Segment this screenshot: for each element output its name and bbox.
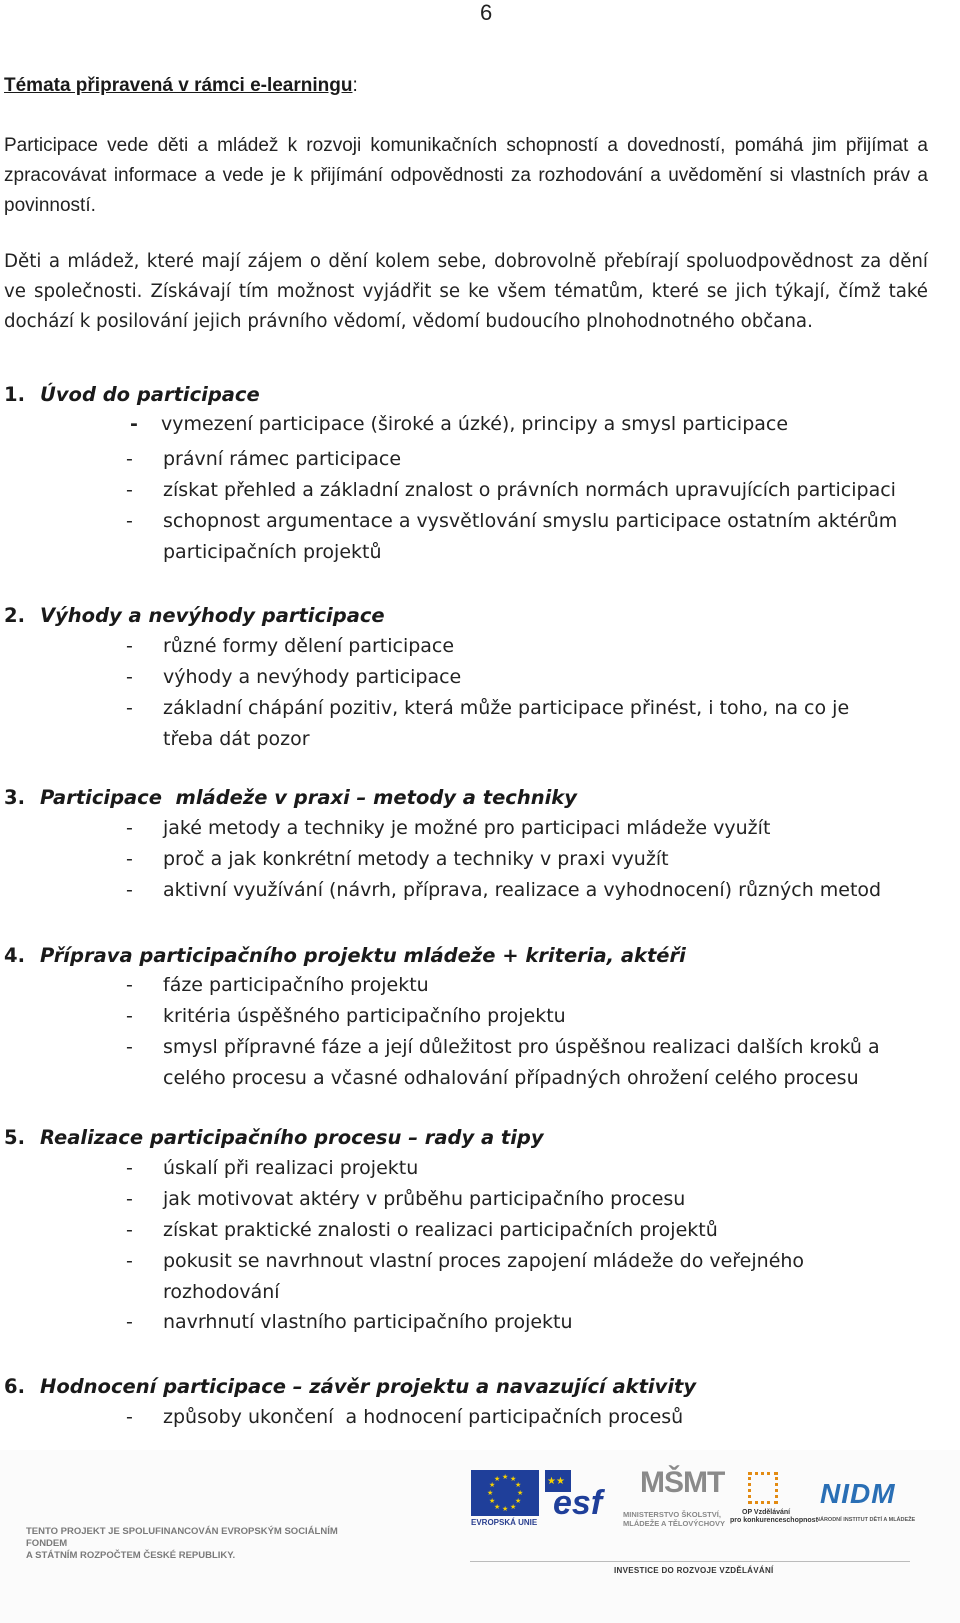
list-item — [126, 631, 926, 662]
list-item — [126, 1307, 926, 1338]
footer-text-line: TENTO PROJEKT JE SPOLUFINANCOVÁN EVROPSKÝM SOCIÁLNÍM FONDEM — [26, 1526, 338, 1549]
section-6-title — [4, 1375, 696, 1398]
heading-text: Témata připravená v rámci e-learningu — [4, 75, 353, 96]
section-title-text: Participace mládeže v praxi – metody a techniky — [40, 786, 577, 809]
bullet-dash: - — [126, 1036, 133, 1058]
svg-text:★: ★ — [510, 1475, 517, 1483]
nidm-label: NÁRODNÍ INSTITUT DĚTÍ A MLÁDEŽE — [816, 1517, 916, 1523]
bullet-dash: - — [126, 635, 133, 657]
list-item-text: úskalí při realizaci projektu — [163, 1157, 419, 1179]
footer-divider — [470, 1561, 910, 1562]
section-number: 1. — [4, 383, 25, 406]
list-item — [126, 1215, 926, 1246]
bullet-dash: - — [126, 1250, 133, 1272]
esf-wordmark: esf — [553, 1484, 603, 1522]
list-item-text: základní chápání pozitiv, která může participace přinést, i toho, na co je třeba dát pozor — [163, 697, 850, 750]
list-item — [126, 444, 926, 475]
bullet-dash: - — [126, 697, 133, 719]
list-item — [126, 693, 926, 755]
list-item — [126, 970, 926, 1001]
list-item-text: pokusit se navrhnout vlastní proces zapojení mládeže do veřejného rozhodování — [163, 1250, 805, 1303]
bullet-dash: - — [126, 666, 133, 688]
list-item — [126, 1001, 926, 1032]
section-number: 3. — [4, 786, 25, 809]
list-item-text: smysl přípravné fáze a její důležitost pro úspěšnou realizaci dalších kroků a celého procesu a včasné odhalování případných ohrožení celého procesu — [163, 1036, 880, 1089]
section-3-title — [4, 786, 577, 809]
section-title-text: Úvod do participace — [40, 383, 260, 406]
section-heading — [4, 75, 358, 97]
intro-paragraph-2: Děti a mládež, které mají zájem o dění kolem sebe, dobrovolně přebírají spoluodpovědnost za dění ve společnosti. Získávají tím možnost vyjádřit se ke všem tématům, které se jich týkají, čímž také dochází k posilování jejich právního vědomí, vědomí budoucího plnohodnotného občana. — [4, 251, 928, 332]
list-item-text: vymezení participace (široké a úzké), principy a smysl participace — [161, 413, 789, 435]
op-label-2: pro konkurenceschopnost — [730, 1517, 818, 1524]
list-item-text: způsoby ukončení a hodnocení participačních procesů — [163, 1406, 684, 1428]
msmt-label-2: MLÁDEŽE A TĚLOVÝCHOVY — [623, 1519, 725, 1528]
list-item-text: různé formy dělení participace — [163, 635, 455, 657]
svg-text:★: ★ — [515, 1481, 522, 1489]
bullet-dash: - — [126, 879, 133, 901]
bullet-dash: - — [126, 1157, 133, 1179]
list-item-text: kritéria úspěšného participačního projektu — [163, 1005, 566, 1027]
svg-text:★: ★ — [515, 1497, 522, 1505]
list-item-text: jaké metody a techniky je možné pro participaci mládeže využít — [163, 817, 771, 839]
bullet-dash: - — [130, 413, 138, 435]
section-number: 5. — [4, 1126, 25, 1149]
svg-text:★: ★ — [489, 1497, 496, 1505]
section-number: 4. — [4, 944, 25, 967]
list-item — [126, 1246, 926, 1308]
list-item — [130, 409, 930, 440]
list-item — [126, 844, 926, 875]
op-label-1: OP Vzdělávání — [742, 1509, 791, 1516]
list-item-text: schopnost argumentace a vysvětlování smyslu participace ostatním aktérům participačních projektů — [163, 510, 898, 563]
svg-text:★: ★ — [489, 1481, 496, 1489]
list-item — [126, 1184, 926, 1215]
svg-text:★★: ★★ — [547, 1476, 565, 1487]
msmt-logo: MŠMT — [640, 1466, 725, 1499]
bullet-dash: - — [126, 1406, 133, 1428]
section-4-title — [4, 944, 686, 967]
bullet-dash: - — [126, 1219, 133, 1241]
list-item-text: výhody a nevýhody participace — [163, 666, 462, 688]
list-item — [126, 1032, 926, 1094]
list-item-text: jak motivovat aktéry v průběhu participačního procesu — [163, 1188, 686, 1210]
list-item-text: proč a jak konkrétní metody a techniky v praxi využít — [163, 848, 669, 870]
list-item-text: fáze participačního projektu — [163, 974, 429, 996]
list-item-text: získat praktické znalosti o realizaci participačních projektů — [163, 1219, 718, 1241]
eu-flag-logo — [471, 1470, 539, 1516]
bullet-dash: - — [126, 448, 133, 470]
list-item — [126, 1153, 926, 1184]
bullet-dash: - — [126, 848, 133, 870]
footer-funding-text — [26, 1526, 356, 1562]
op-vzdelavani-logo — [748, 1472, 778, 1504]
svg-text:★: ★ — [510, 1503, 517, 1511]
list-item-text: získat přehled a základní znalost o právních normách upravujících participaci — [163, 479, 896, 501]
section-title-text: Hodnocení participace – závěr projektu a navazující aktivity — [40, 1375, 697, 1398]
svg-text:★: ★ — [494, 1475, 501, 1483]
section-title-text: Příprava participačního projektu mládeže + kriteria, aktéři — [40, 944, 686, 967]
section-title-text: Realizace participačního procesu – rady a tipy — [40, 1126, 544, 1149]
section-title-text: Výhody a nevýhody participace — [40, 604, 385, 627]
eu-label: EVROPSKÁ UNIE — [471, 1518, 538, 1527]
section-number: 6. — [4, 1375, 25, 1398]
list-item — [126, 475, 926, 506]
bullet-dash: - — [126, 1005, 133, 1027]
list-item — [126, 875, 926, 906]
bullet-dash: - — [126, 1188, 133, 1210]
nidm-logo: NIDM — [820, 1478, 896, 1509]
bullet-dash: - — [126, 974, 133, 996]
section-2-title — [4, 604, 385, 627]
bullet-dash: - — [126, 817, 133, 839]
svg-text:★: ★ — [494, 1503, 501, 1511]
list-item-text: právní rámec participace — [163, 448, 402, 470]
list-item — [126, 662, 926, 693]
bullet-dash: - — [126, 510, 133, 532]
list-item-text: aktivní využívání (návrh, příprava, realizace a vyhodnocení) různých metod — [163, 879, 882, 901]
section-5-title — [4, 1126, 544, 1149]
bullet-dash: - — [126, 479, 133, 501]
list-item — [126, 1402, 926, 1433]
section-1-title — [4, 383, 260, 406]
eu-stars-icon — [471, 1470, 539, 1516]
footer-text-line: A STÁTNÍM ROZPOČTEM ČESKÉ REPUBLIKY. — [26, 1550, 236, 1561]
svg-text:★: ★ — [487, 1489, 494, 1497]
page-number: 6 — [480, 0, 493, 25]
svg-text:★: ★ — [502, 1473, 509, 1481]
investice-text: INVESTICE DO ROZVOJE VZDĚLÁVÁNÍ — [614, 1566, 774, 1575]
heading-colon: : — [352, 75, 358, 96]
msmt-label-1: MINISTERSTVO ŠKOLSTVÍ, — [623, 1510, 721, 1519]
list-item — [126, 506, 926, 568]
intro-paragraph: Participace vede děti a mládež k rozvoji komunikačních schopností a dovedností, pomáhá jim přijímat a zpracovávat informace a vede je k přijímání odpovědnosti za rozhodování a uvědomění si vlastních práv a povinností. — [4, 135, 928, 216]
bullet-dash: - — [126, 1311, 133, 1333]
list-item — [126, 813, 926, 844]
svg-text:★: ★ — [517, 1489, 524, 1497]
section-number: 2. — [4, 604, 25, 627]
list-item-text: navrhnutí vlastního participačního projektu — [163, 1311, 573, 1333]
svg-text:★: ★ — [502, 1505, 509, 1513]
